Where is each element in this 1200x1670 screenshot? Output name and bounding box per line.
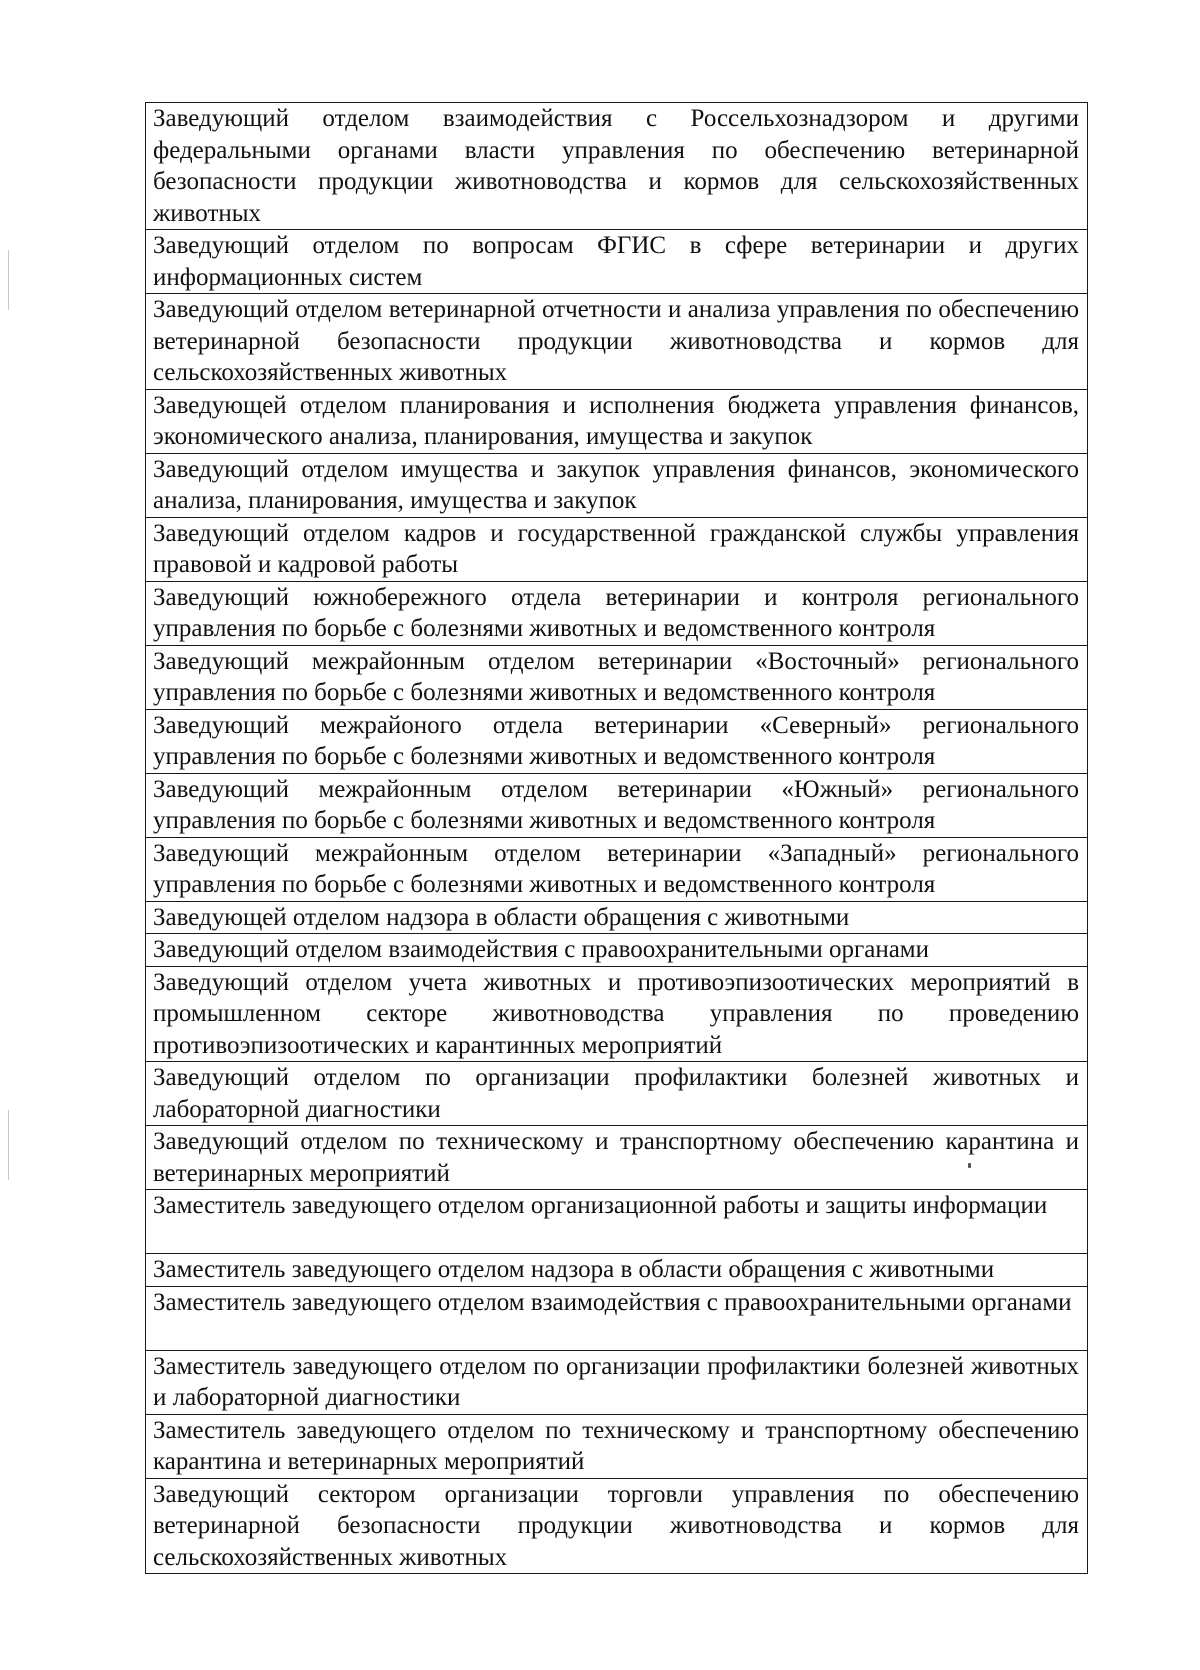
table-row [146,1190,1088,1254]
table-row [146,934,1088,967]
position-cell: Заведующий отделом взаимодействия с Россельхознадзором и другими федеральными органами власти управления по обеспечению ветеринарной безопасности продукции животноводства и кормов для сельскохозяйственных животных [146,103,1088,230]
position-cell: Заведующий отделом имущества и закупок управления финансов, экономического анализа, планирования, имущества и закупок [146,453,1088,517]
position-cell: Заведующий межрайонным отделом ветеринарии «Западный» регионального управления по борьбе с болезнями животных и ведомственного контроля [146,837,1088,901]
table-row [146,517,1088,581]
position-cell: Заведующий отделом учета животных и противоэпизоотических мероприятий в промышленном секторе животноводства управления по проведению противоэпизоотических и карантинных мероприятий [146,966,1088,1062]
position-cell: Заведующий межрайонным отделом ветеринарии «Восточный» регионального управления по борьбе с болезнями животных и ведомственного контроля [146,645,1088,709]
table-row [146,581,1088,645]
table-row [146,1126,1088,1190]
table-row [146,709,1088,773]
position-cell: Заведующий межрайонным отделом ветеринарии «Южный» регионального управления по борьбе с болезнями животных и ведомственного контроля [146,773,1088,837]
position-cell: Заведующий сектором организации торговли управления по обеспечению ветеринарной безопасности продукции животноводства и кормов для сельскохозяйственных животных [146,1478,1088,1574]
position-cell: Заведующий южнобережного отдела ветеринарии и контроля регионального управления по борьбе с болезнями животных и ведомственного контроля [146,581,1088,645]
position-cell: Заместитель заведующего отделом надзора в области обращения с животными [146,1254,1088,1287]
table-row [146,645,1088,709]
table-row [146,389,1088,453]
position-cell: Заведующий отделом по организации профилактики болезней животных и лабораторной диагностики [146,1062,1088,1126]
scan-edge-mark [8,1110,9,1180]
position-cell: Заместитель заведующего отделом взаимодействия с правоохранительными органами [146,1286,1088,1350]
table-row [146,1254,1088,1287]
position-cell: Заведующий отделом кадров и государственной гражданской службы управления правовой и кадровой работы [146,517,1088,581]
table-row [146,294,1088,390]
table-row [146,453,1088,517]
table-row [146,1478,1088,1574]
table-row [146,901,1088,934]
scan-edge-mark [8,250,9,310]
positions-table [145,102,1088,1574]
position-cell: Заведующий отделом по техническому и транспортному обеспечению карантина и ветеринарных мероприятий [146,1126,1088,1190]
position-cell: Заведующий отделом взаимодействия с правоохранительными органами [146,934,1088,967]
table-row [146,773,1088,837]
position-cell: Заместитель заведующего отделом по техническому и транспортному обеспечению карантина и ветеринарных мероприятий [146,1414,1088,1478]
table-row [146,966,1088,1062]
position-cell: Заведующей отделом надзора в области обращения с животными [146,901,1088,934]
table-row [146,1062,1088,1126]
table-row [146,103,1088,230]
position-cell: Заместитель заведующего отделом по организации профилактики болезней животных и лабораторной диагностики [146,1350,1088,1414]
table-row [146,230,1088,294]
position-cell: Заведующий отделом по вопросам ФГИС в сфере ветеринарии и других информационных систем [146,230,1088,294]
position-cell: Заведующий межрайоного отдела ветеринарии «Северный» регионального управления по борьбе с болезнями животных и ведомственного контроля [146,709,1088,773]
scan-speck [968,1163,971,1168]
table-row [146,1350,1088,1414]
table-row [146,1286,1088,1350]
positions-table-wrapper [145,102,1088,1574]
table-row [146,837,1088,901]
position-cell: Заведующей отделом планирования и исполнения бюджета управления финансов, экономического анализа, планирования, имущества и закупок [146,389,1088,453]
table-row [146,1414,1088,1478]
position-cell: Заместитель заведующего отделом организационной работы и защиты информации [146,1190,1088,1254]
position-cell: Заведующий отделом ветеринарной отчетности и анализа управления по обеспечению ветеринарной безопасности продукции животноводства и кормов для сельскохозяйственных животных [146,294,1088,390]
